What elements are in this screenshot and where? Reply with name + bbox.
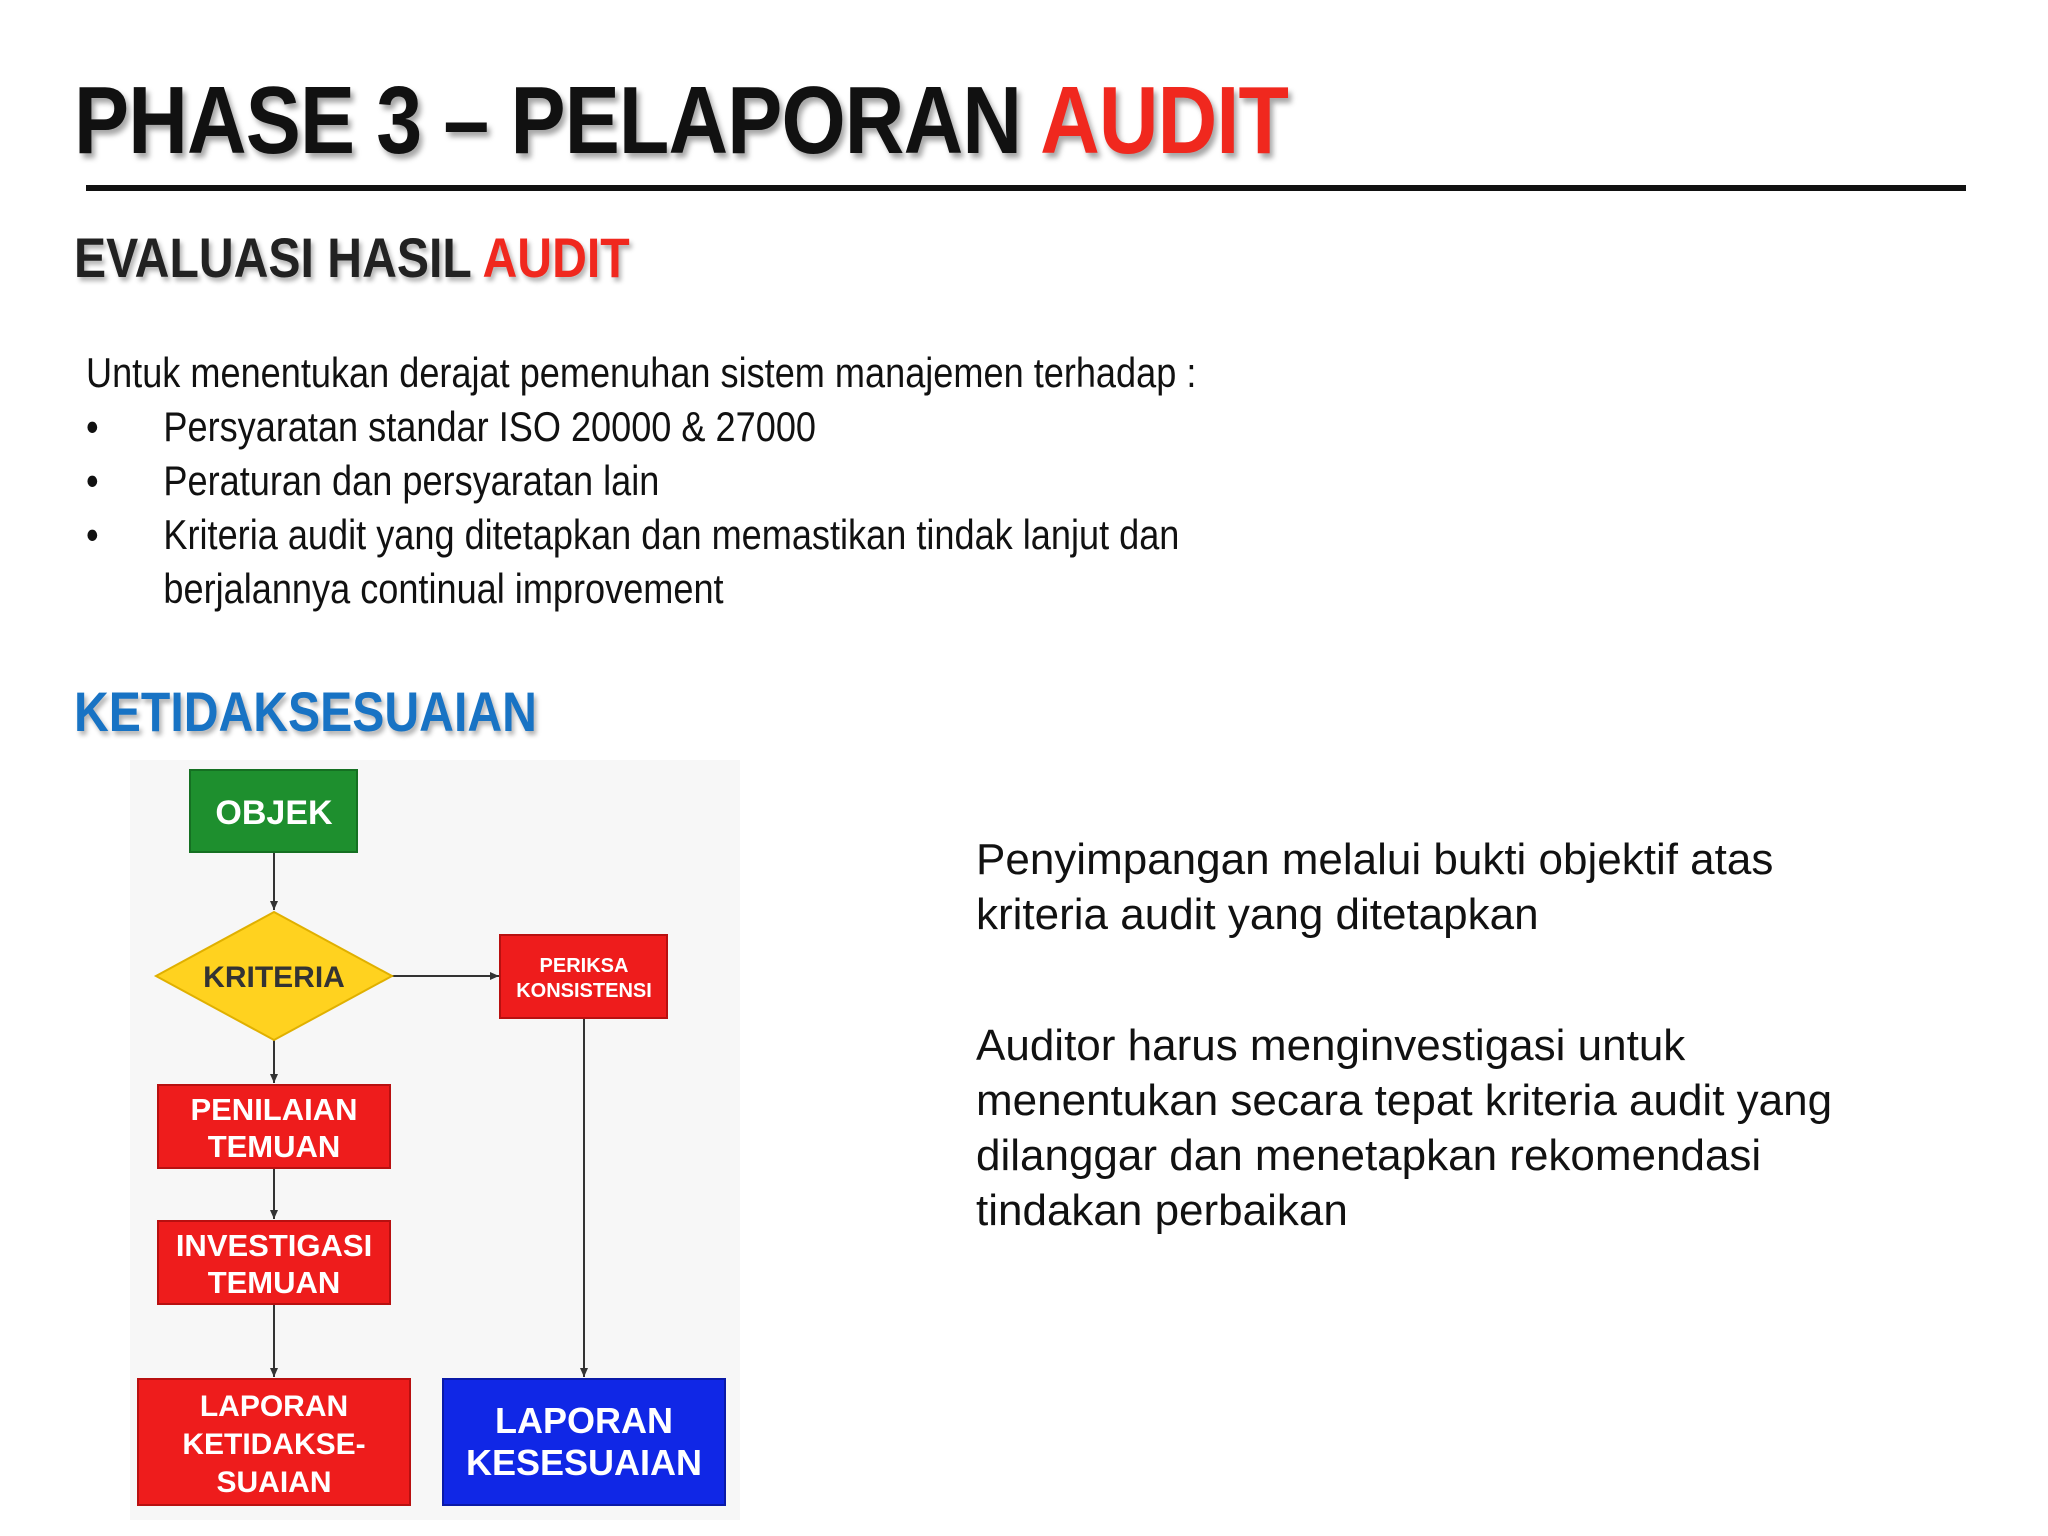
node-laporan-ketidaksesuaian-label-3: SUAIAN	[216, 1466, 332, 1499]
slide-title-accent: AUDIT	[1040, 67, 1289, 174]
node-investigasi-label-2: TEMUAN	[207, 1265, 341, 1300]
node-penilaian-label-2: TEMUAN	[207, 1129, 341, 1164]
node-penilaian-label-1: PENILAIAN	[190, 1092, 358, 1127]
intro-text: Untuk menentukan derajat pemenuhan sistem manajemen terhadap :	[86, 349, 1197, 396]
node-investigasi-label-1: INVESTIGASI	[175, 1228, 373, 1263]
node-objek-label: OBJEK	[215, 794, 333, 832]
node-laporan-ketidaksesuaian-label-1: LAPORAN	[199, 1390, 349, 1423]
node-periksa-label-1: PERIKSA	[539, 955, 629, 977]
description-paragraph-2: Auditor harus menginvestigasi untuk menentukan secara tepat kriteria audit yang dilanggar dan menetapkan rekomendasi tindakan perbaikan	[976, 1021, 1833, 1235]
node-laporan-kesesuaian-label-2: KESESUAIAN	[465, 1442, 703, 1483]
list-item: • Peraturan dan persyaratan lain	[86, 454, 1548, 508]
node-laporan-ketidaksesuaian-label-2: KETIDAKSE-	[182, 1428, 366, 1461]
node-laporan-kesesuaian-label-1: LAPORAN	[495, 1400, 673, 1441]
list-item: • Kriteria audit yang ditetapkan dan memastikan tindak lanjut dan berjalannya continual improvement	[86, 508, 1333, 616]
subtitle-main: EVALUASI HASIL	[74, 226, 483, 289]
section-heading: KETIDAKSESUAIAN	[74, 680, 537, 743]
description-paragraph-1: Penyimpangan melalui bukti objektif atas kriteria audit yang ditetapkan	[976, 835, 1774, 939]
slide-title-main: PHASE 3 – PELAPORAN	[74, 67, 1041, 174]
list-item: • Persyaratan standar ISO 20000 & 27000	[86, 400, 1548, 454]
node-periksa-label-2: KONSISTENSI	[516, 980, 652, 1002]
subtitle-accent: AUDIT	[482, 226, 630, 289]
node-kriteria-label: KRITERIA	[203, 961, 345, 994]
